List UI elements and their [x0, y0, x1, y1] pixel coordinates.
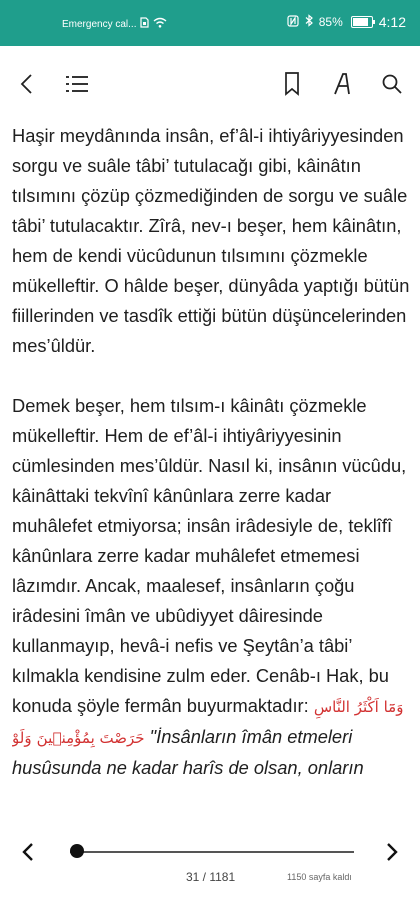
- font-settings-button[interactable]: [322, 64, 362, 104]
- previous-page-button[interactable]: [10, 834, 46, 870]
- chevron-left-icon: [19, 73, 33, 95]
- wifi-icon: [153, 17, 167, 31]
- bookmark-button[interactable]: [272, 64, 312, 104]
- paragraph: Haşir meydânında insân, ef’âl-i ihtiyâriyyesinden sorgu ve suâle tâbi’ tutulacağı gibi, kâinâtın tılsımını çözüp çözmediğinden de sorgu ve suâle tâbi’ tutulacaktır. Zîrâ, nev-ı beşer, hem kâinâtın, hem de kendi vücûdunun tılsımını çözmekle mükelleftir. O hâlde beşer, dünyâda yaptığı bütün fiillerinden ve tasdîk ettiği bütün düşüncelerinden mes’ûldür.: [12, 125, 410, 356]
- bluetooth-icon: [305, 14, 313, 30]
- back-button[interactable]: [6, 64, 46, 104]
- page-slider-handle[interactable]: [70, 844, 84, 858]
- reader-toolbar: [0, 46, 420, 122]
- table-of-contents-button[interactable]: [57, 64, 97, 104]
- search-button[interactable]: [372, 64, 412, 104]
- reader-content: [12, 121, 412, 799]
- clock: 4:12: [378, 14, 406, 30]
- page-navigation-bar: [0, 804, 420, 900]
- next-page-button[interactable]: [374, 834, 410, 870]
- chevron-right-icon: [385, 842, 399, 862]
- list-icon: [66, 75, 88, 93]
- pages-remaining: 1150 sayfa kaldı: [287, 872, 352, 882]
- battery-fill: [353, 18, 368, 26]
- chevron-left-icon: [21, 842, 35, 862]
- search-icon: [382, 74, 402, 94]
- battery-icon: [351, 16, 373, 28]
- page-counter: 31 / 1181: [186, 870, 236, 884]
- arabic-verse-part-2: حَرَصْتَ بِمُؤْمِن۪ينَ: [36, 729, 145, 747]
- status-right: [287, 14, 406, 30]
- sim-icon: [140, 17, 149, 31]
- page-slider-track[interactable]: [70, 851, 354, 853]
- carrier-label: Emergency cal...: [62, 18, 137, 30]
- font-a-icon: [332, 72, 352, 96]
- verse-translation: "İnsânların îmân etmeleri husûsunda ne kadar harîs de olsan, onların: [12, 726, 364, 778]
- bookmark-icon: [284, 72, 300, 96]
- paragraph-text: Demek beşer, hem tılsım-ı kâinâtı çözmekle mükelleftir. Hem de ef’âl-i ihtiyâriyyesinin cümlesinden mes’ûldür. Nasıl ki, insânın vücûdu, kâinâttaki tekvînî kânûnlara zerre kadar muhâlefet etmiyorsa; insân irâdesiyle de, teklîfî kânûnlara zerre kadar muhâlefet etmemesi lâzımdır. Ancak, maalesef, insânların çoğu irâdesini îmân ve ubûdiyyet dâiresinde kullanmayıp, hevâ-i nefis ve Şeytân’a tâbi’ kılmakla kendisine zulm eder. Cenâb-ı Hak, bu konuda şöyle fermân buyurmaktadır:: [12, 395, 407, 716]
- status-left: [62, 17, 167, 31]
- paragraph: [12, 391, 412, 783]
- nfc-icon: [287, 14, 299, 30]
- arabic-verse-part-1: وَمَٓا اَكْثَرُ النَّاسِ وَلَوْ: [12, 698, 404, 747]
- status-bar: [0, 0, 420, 46]
- battery-percent: 85%: [318, 15, 343, 29]
